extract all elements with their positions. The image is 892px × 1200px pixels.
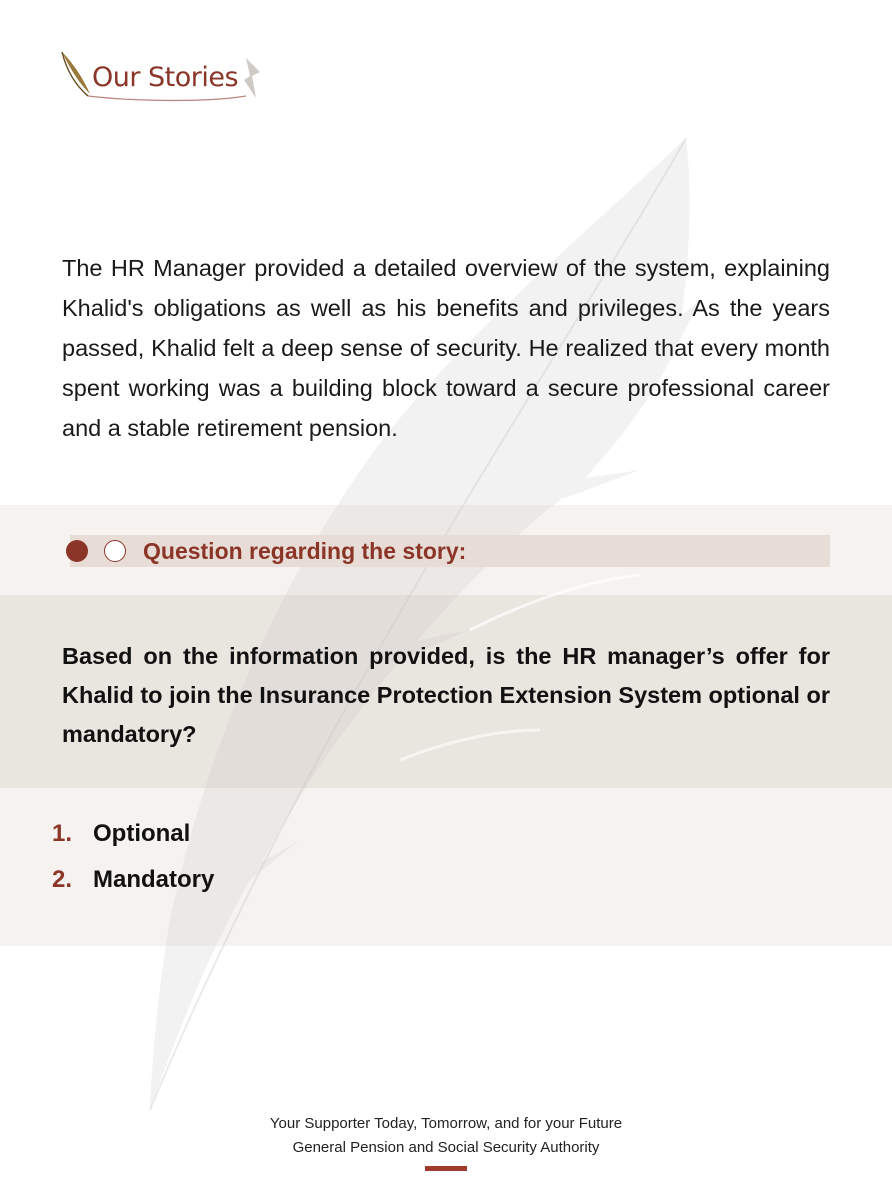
our-stories-logo	[60, 50, 270, 110]
footer-tagline: Your Supporter Today, Tomorrow, and for your Future	[269, 1115, 623, 1132]
option-number: 2.	[52, 866, 73, 893]
question-heading: Question regarding the story:	[143, 538, 467, 564]
question-header	[62, 535, 830, 567]
option-label: Optional	[93, 820, 191, 847]
logo-title: Our Stories	[92, 62, 239, 93]
filled-circle-icon	[66, 540, 88, 562]
empty-circle-icon	[104, 540, 126, 562]
option-label: Mandatory	[93, 866, 215, 893]
footer-organization: General Pension and Social Security Authority	[292, 1139, 600, 1156]
story-paragraph: The HR Manager provided a detailed overview of the system, explaining Khalid's obligations as well as his benefits and privileges. As the years passed, Khalid felt a deep sense of security. He realized that every month spent working was a building block toward a secure professional career and a stable retirement pension.	[62, 255, 830, 441]
answer-options-list	[52, 815, 214, 907]
footer-accent-bar	[425, 1166, 467, 1171]
question-text: Based on the information provided, is the HR manager’s offer for Khalid to join the Insurance Protection Extension System optional or mandatory?	[62, 643, 830, 747]
option-optional	[52, 815, 214, 861]
footer	[0, 1112, 892, 1171]
option-mandatory	[52, 861, 214, 907]
option-number: 1.	[52, 820, 73, 847]
